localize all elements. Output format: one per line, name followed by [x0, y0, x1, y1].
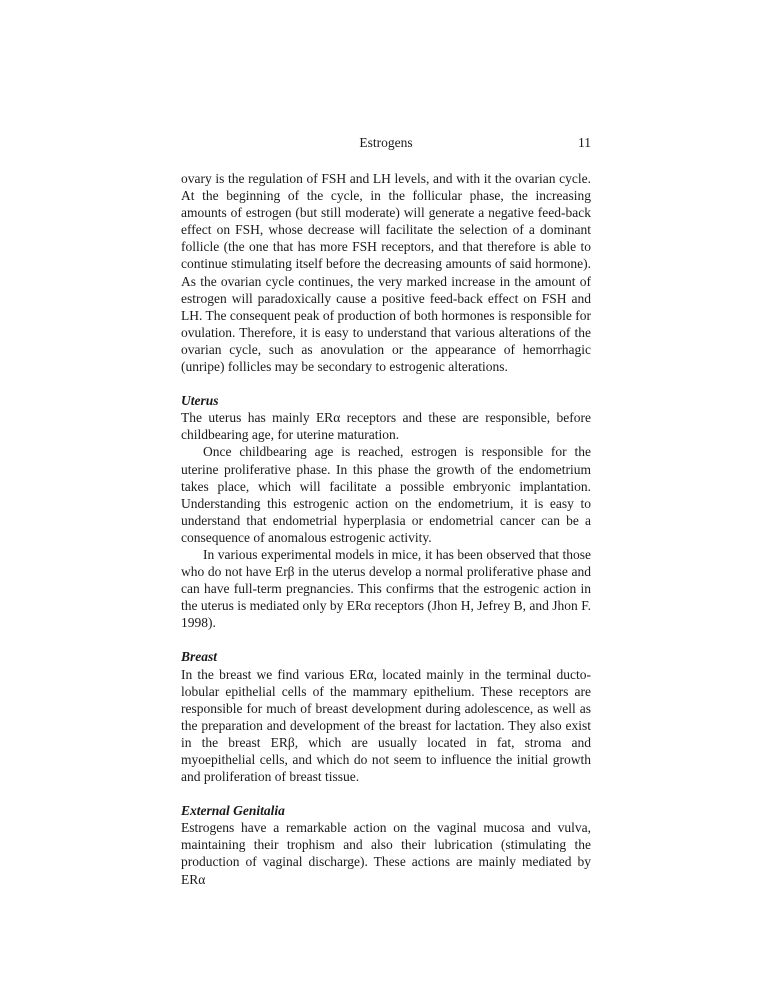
intro-paragraph: ovary is the regulation of FSH and LH levels, and with it the ovarian cycle. At the beginning of the cycle, in the follicular phase, the increasing amounts of estrogen (but still moderate) will generate a negative feed-back effect on FSH, whose decrease will facilitate the selection of a dominant follicle (the one that has more FSH receptors, and that therefore is able to continue stimulating itself before the decreasing amounts of said hormone). As the ovarian cycle continues, the very marked increase in the amount of estrogen will paradoxically cause a positive feed-back effect on FSH and LH. The consequent peak of production of both hormones is responsible for ovulation. Therefore, it is easy to understand that various alterations of the ovarian cycle, such as anovulation or the appearance of hemorrhagic (unripe) follicles may be secondary to estrogenic alterations.: [181, 171, 591, 375]
external-genitalia-paragraph-1: Estrogens have a remarkable action on the vaginal mucosa and vulva, maintaining their trophism and also their lubrication (stimulating the production of vaginal discharge). These actions are mainly mediated by ERα: [181, 820, 591, 887]
page-number: 11: [578, 135, 591, 150]
breast-paragraph-1: In the breast we find various ERα, located mainly in the terminal ducto-lobular epithelial cells of the mammary epithelium. These receptors are responsible for much of breast development during adolescence, as well as the preparation and development of the breast for lactation. They also exist in the breast ERβ, which are usually located in fat, stroma and myoepithelial cells, and which do not seem to influence the initial growth and proliferation of breast tissue.: [181, 666, 591, 785]
text-column: [181, 170, 591, 888]
section-breast: [181, 648, 591, 785]
uterus-paragraph-3: In various experimental models in mice, it has been observed that those who do not have Erβ in the uterus develop a normal proliferative phase and can have full-term pregnancies. This confirms that the estrogenic action in the uterus is mediated only by ERα receptors (Jhon H, Jefrey B, and Jhon F. 1998).: [181, 546, 591, 631]
section-heading-breast: Breast: [181, 649, 218, 665]
uterus-paragraph-2: Once childbearing age is reached, estrogen is responsible for the uterine proliferative phase. In this phase the growth of the endometrium takes place, which will facilitate a possible embryonic implantation. Understanding this estrogenic action on the endometrium, it is easy to understand that endometrial hyperplasia or endometrial cancer can be a consequence of anomalous estrogenic activity.: [181, 444, 591, 545]
section-heading-external-genitalia: External Genitalia: [181, 803, 285, 819]
section-external-genitalia: [181, 802, 591, 887]
section-uterus: [181, 392, 591, 631]
running-header: [181, 133, 591, 153]
running-title: Estrogens: [359, 135, 413, 150]
uterus-paragraph-1: The uterus has mainly ERα receptors and these are responsible, before childbearing age, for uterine maturation.: [181, 410, 591, 443]
section-heading-uterus: Uterus: [181, 393, 219, 409]
